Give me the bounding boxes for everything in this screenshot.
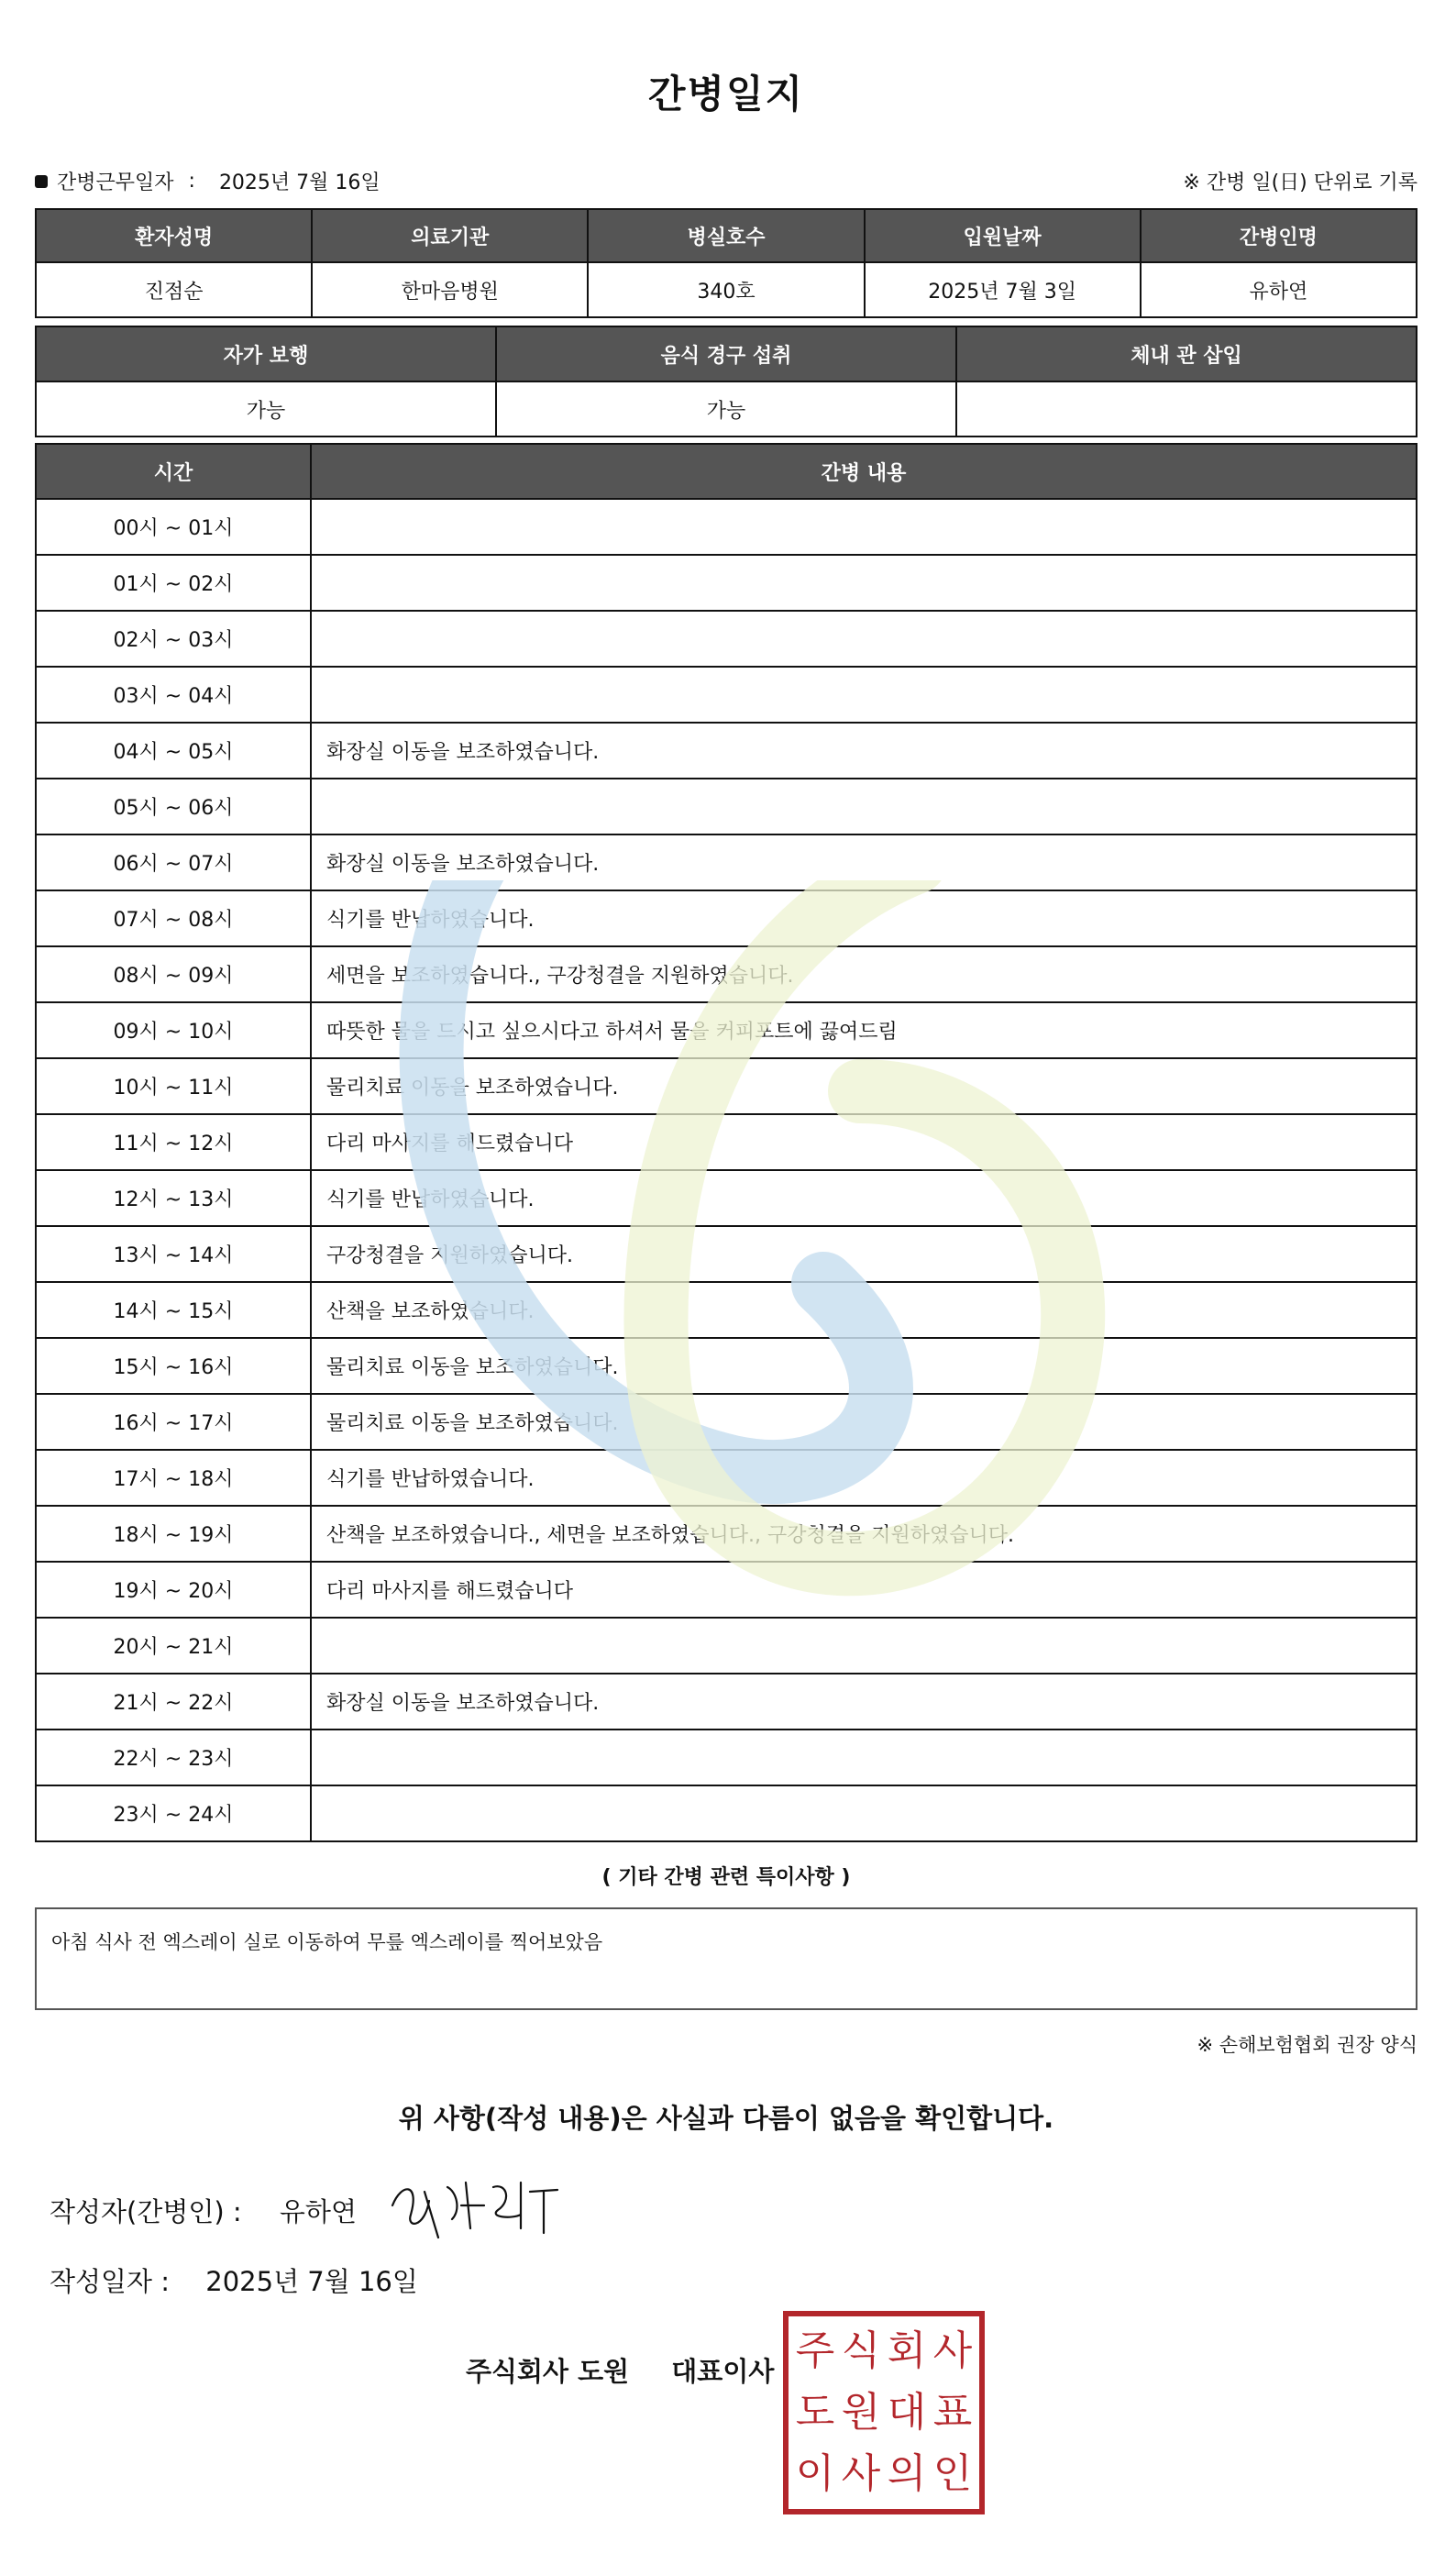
seal-character: 식 — [841, 2326, 881, 2374]
work-date-colon: : — [188, 170, 195, 193]
special-notes-title: ( 기타 간병 관련 특이사항 ) — [601, 1866, 851, 1889]
time-cell: 17시 ~ 18시 — [36, 1450, 311, 1506]
care-content-cell: 따뜻한 물을 드시고 싶으시다고 하셔서 물을 커피포트에 끓여드림 — [311, 1002, 1417, 1058]
seal-character: 의 — [887, 2450, 927, 2498]
table-row — [36, 1282, 1417, 1338]
page-title: 간병일지 — [647, 72, 805, 116]
table-row — [36, 1058, 1417, 1114]
care-content-cell: 세면을 보조하였습니다., 구강청결을 지원하였습니다. — [311, 946, 1417, 1002]
table-row — [36, 1785, 1417, 1841]
patient-name: 진점순 — [36, 262, 312, 317]
table-row — [36, 1674, 1417, 1730]
time-cell: 12시 ~ 13시 — [36, 1170, 311, 1226]
care-log-rows — [36, 499, 1417, 1841]
time-cell: 05시 ~ 06시 — [36, 779, 311, 834]
time-cell: 09시 ~ 10시 — [36, 1002, 311, 1058]
seal-character: 표 — [932, 2388, 973, 2436]
room-number: 340호 — [588, 262, 864, 317]
table-row — [36, 1114, 1417, 1170]
self-walking-header: 자가 보행 — [36, 326, 496, 381]
unit-note: ※ 간병 일(日) 단위로 기록 — [1183, 171, 1417, 194]
table-row — [36, 1450, 1417, 1506]
care-content-cell: 화장실 이동을 보조하였습니다. — [311, 834, 1417, 890]
table-row — [36, 1506, 1417, 1562]
care-content-cell: 화장실 이동을 보조하였습니다. — [311, 723, 1417, 779]
bullet-square-icon — [35, 175, 48, 188]
special-notes-box — [35, 1907, 1417, 2010]
tube-insertion-header: 체내 관 삽입 — [956, 326, 1417, 381]
writer-label: 작성자(간병인) : — [50, 2196, 242, 2227]
time-cell: 00시 ~ 01시 — [36, 499, 311, 555]
time-cell: 13시 ~ 14시 — [36, 1226, 311, 1282]
seal-character: 사 — [932, 2326, 973, 2374]
table-row — [36, 667, 1417, 723]
table-row — [36, 1394, 1417, 1450]
care-content-cell: 물리치료 이동을 보조하였습니다. — [311, 1394, 1417, 1450]
special-notes-text: 아침 식사 전 엑스레이 실로 이동하여 무릎 엑스레이를 찍어보았음 — [51, 1931, 603, 1953]
admission-date: 2025년 7월 3일 — [865, 262, 1141, 317]
table-row — [36, 1562, 1417, 1618]
work-date-value: 2025년 7월 16일 — [218, 171, 381, 194]
time-cell: 07시 ~ 08시 — [36, 890, 311, 946]
time-cell: 21시 ~ 22시 — [36, 1674, 311, 1730]
patient-name-header: 환자성명 — [36, 209, 312, 262]
time-cell: 10시 ~ 11시 — [36, 1058, 311, 1114]
care-content-cell — [311, 611, 1417, 667]
time-cell: 19시 ~ 20시 — [36, 1562, 311, 1618]
table-row — [36, 1618, 1417, 1674]
written-date-line — [50, 2261, 418, 2299]
table-row — [36, 1002, 1417, 1058]
hospital: 한마음병원 — [312, 262, 588, 317]
care-content-cell: 다리 마사지를 해드렸습니다 — [311, 1562, 1417, 1618]
table-row — [36, 1338, 1417, 1394]
room-header: 병실호수 — [588, 209, 864, 262]
table-row — [36, 1730, 1417, 1785]
time-cell: 01시 ~ 02시 — [36, 555, 311, 611]
table-row — [36, 555, 1417, 611]
writer-name: 유하연 — [279, 2196, 357, 2227]
seal-character: 사 — [841, 2450, 881, 2498]
seal-character: 주 — [795, 2326, 835, 2374]
ability-table — [35, 326, 1417, 437]
time-cell: 16시 ~ 17시 — [36, 1394, 311, 1450]
time-cell: 15시 ~ 16시 — [36, 1338, 311, 1394]
work-date — [35, 167, 381, 195]
time-cell: 20시 ~ 21시 — [36, 1618, 311, 1674]
care-content-cell — [311, 779, 1417, 834]
care-content-cell — [311, 499, 1417, 555]
meta-row — [35, 163, 1417, 196]
seal-character: 원 — [841, 2388, 881, 2436]
caregiver-name: 유하연 — [1141, 262, 1417, 317]
care-content-cell: 화장실 이동을 보조하였습니다. — [311, 1674, 1417, 1730]
care-content-cell: 식기를 반납하였습니다. — [311, 890, 1417, 946]
patient-info-table — [35, 208, 1417, 318]
care-content-cell: 산책을 보조하였습니다., 세면을 보조하였습니다., 구강청결을 지원하였습니다. — [311, 1506, 1417, 1562]
care-content-cell — [311, 1785, 1417, 1841]
care-content-cell — [311, 1618, 1417, 1674]
work-date-label: 간병근무일자 — [57, 171, 174, 194]
seal-character: 인 — [932, 2450, 973, 2498]
care-content-cell: 물리치료 이동을 보조하였습니다. — [311, 1058, 1417, 1114]
seal-character: 이 — [795, 2450, 835, 2498]
tube-insertion-value — [956, 381, 1417, 437]
care-content-cell — [311, 555, 1417, 611]
seal-character: 대 — [887, 2388, 927, 2436]
company-line — [466, 2351, 774, 2389]
table-row — [36, 779, 1417, 834]
time-cell: 11시 ~ 12시 — [36, 1114, 311, 1170]
representative-title: 대표이사 — [671, 2356, 775, 2387]
hospital-header: 의료기관 — [312, 209, 588, 262]
time-cell: 04시 ~ 05시 — [36, 723, 311, 779]
form-note: ※ 손해보험협회 권장 양식 — [1197, 2034, 1417, 2056]
oral-intake-value: 가능 — [496, 381, 956, 437]
time-cell: 03시 ~ 04시 — [36, 667, 311, 723]
care-content-cell: 다리 마사지를 해드렸습니다 — [311, 1114, 1417, 1170]
time-cell: 02시 ~ 03시 — [36, 611, 311, 667]
time-cell: 08시 ~ 09시 — [36, 946, 311, 1002]
signature — [383, 2164, 567, 2247]
time-cell: 06시 ~ 07시 — [36, 834, 311, 890]
care-content-cell — [311, 667, 1417, 723]
admission-date-header: 입원날짜 — [865, 209, 1141, 262]
table-row — [36, 1170, 1417, 1226]
time-header: 시간 — [36, 444, 311, 499]
seal-character: 회 — [887, 2326, 927, 2374]
oral-intake-header: 음식 경구 섭취 — [496, 326, 956, 381]
care-content-cell: 식기를 반납하였습니다. — [311, 1170, 1417, 1226]
care-content-cell: 구강청결을 지원하였습니다. — [311, 1226, 1417, 1282]
care-content-cell — [311, 1730, 1417, 1785]
table-row — [36, 611, 1417, 667]
time-cell: 22시 ~ 23시 — [36, 1730, 311, 1785]
care-log-table — [35, 443, 1417, 1842]
time-cell: 23시 ~ 24시 — [36, 1785, 311, 1841]
care-content-header: 간병 내용 — [311, 444, 1417, 499]
table-row — [36, 946, 1417, 1002]
table-row — [36, 834, 1417, 890]
caregiver-name-header: 간병인명 — [1141, 209, 1417, 262]
care-content-cell: 산책을 보조하였습니다. — [311, 1282, 1417, 1338]
confirmation-statement: 위 사항(작성 내용)은 사실과 다름이 없음을 확인합니다. — [398, 2103, 1054, 2134]
table-row — [36, 890, 1417, 946]
self-walking-value: 가능 — [36, 381, 496, 437]
company-name: 주식회사 도원 — [466, 2356, 630, 2387]
time-cell: 18시 ~ 19시 — [36, 1506, 311, 1562]
writer-line — [50, 2192, 357, 2229]
time-cell: 14시 ~ 15시 — [36, 1282, 311, 1338]
table-row — [36, 1226, 1417, 1282]
seal-character: 도 — [795, 2388, 835, 2436]
company-seal — [783, 2311, 985, 2514]
written-date-value: 2025년 7월 16일 — [205, 2266, 418, 2297]
table-row — [36, 499, 1417, 555]
care-content-cell: 식기를 반납하였습니다. — [311, 1450, 1417, 1506]
table-row — [36, 723, 1417, 779]
care-content-cell: 물리치료 이동을 보조하였습니다. — [311, 1338, 1417, 1394]
written-date-label: 작성일자 : — [50, 2266, 171, 2297]
